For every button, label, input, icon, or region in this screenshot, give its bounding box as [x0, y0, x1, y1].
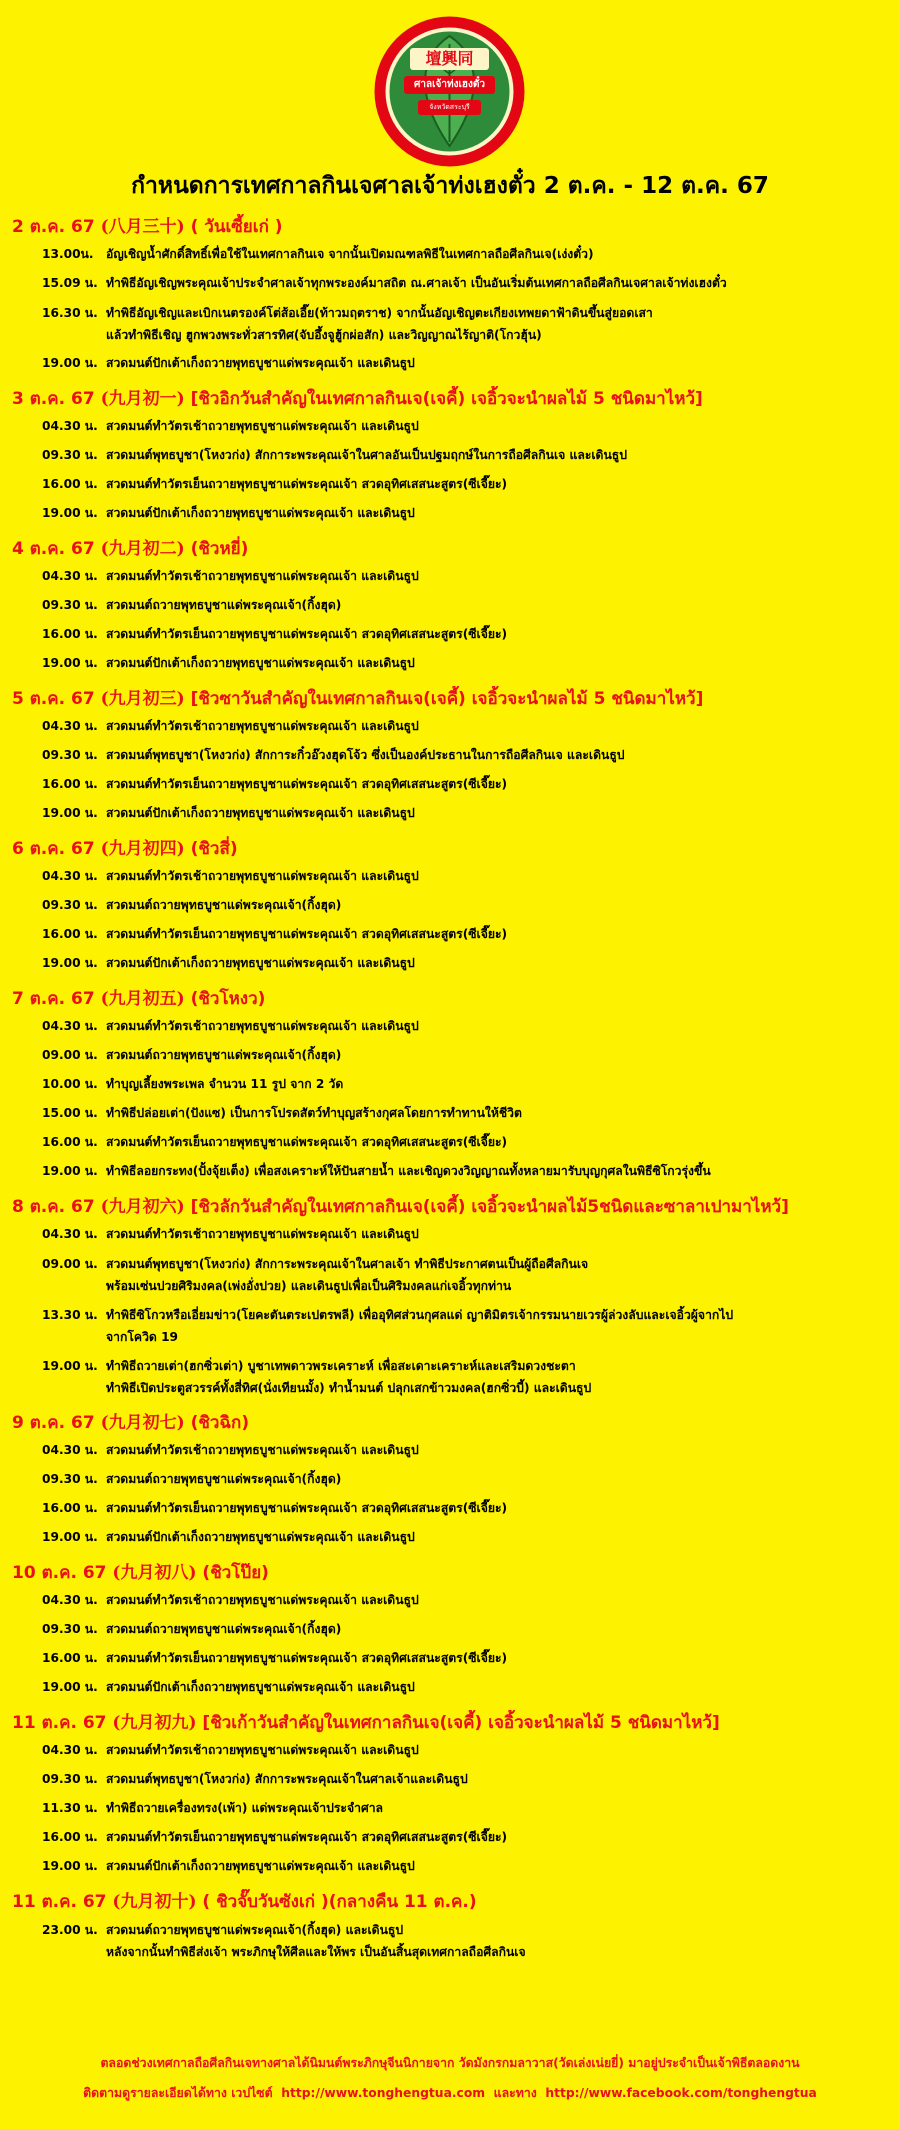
event-description: สวดมนต์ปักเต้าเก็งถวายพุทธบูชาแด่พระคุณเจ้า และเดินธูป	[106, 806, 415, 820]
event-time: 04.30 น.	[42, 1227, 98, 1241]
day-note: (ชิวหยี่)	[190, 539, 249, 559]
event-description: สวดมนต์ทำวัตรเช้าถวายพุทธบูชาแด่พระคุณเจ้า และเดินธูป	[106, 869, 419, 883]
schedule-event-row	[12, 770, 892, 799]
event-time: 16.00 น.	[42, 1651, 98, 1665]
event-description: สวดมนต์ทำวัตรเย็นถวายพุทธบูชาแด่พระคุณเจ้า สวดอุทิศเสสนะสูตร(ซีเจี๊ยะ)	[106, 627, 508, 641]
event-time: 04.30 น.	[42, 1443, 98, 1457]
event-description: สวดมนต์ทำวัตรเย็นถวายพุทธบูชาแด่พระคุณเจ้า สวดอุทิศเสสนะสูตร(ซีเจี๊ยะ)	[106, 1830, 508, 1844]
event-description: สวดมนต์ถวายพุทธบูชาแด่พระคุณเจ้า(กิ้งฮุด)	[106, 1472, 342, 1486]
event-description: สวดมนต์ทำวัตรเช้าถวายพุทธบูชาแด่พระคุณเจ้า และเดินธูป	[106, 719, 419, 733]
event-time: 16.00 น.	[42, 1135, 98, 1149]
day-header	[12, 386, 892, 412]
event-time: 19.00 น.	[42, 506, 98, 520]
event-description: สวดมนต์ทำวัตรเย็นถวายพุทธบูชาแด่พระคุณเจ้า สวดอุทิศเสสนะสูตร(ซีเจี๊ยะ)	[106, 1651, 508, 1665]
schedule-event-row	[12, 562, 892, 591]
event-description: สวดมนต์ทำวัตรเช้าถวายพุทธบูชาแด่พระคุณเจ้า และเดินธูป	[106, 1593, 419, 1607]
event-description: สวดมนต์ปักเต้าเก็งถวายพุทธบูชาแด่พระคุณเจ้า และเดินธูป	[106, 1680, 415, 1694]
page-title: กำหนดการเทศกาลกินเจศาลเจ้าท่งเฮงตั๋ว 2 ต.ค. - 12 ต.ค. 67	[131, 173, 769, 199]
event-time: 16.00 น.	[42, 627, 98, 641]
footer-follow-line	[0, 2078, 900, 2108]
event-description: สวดมนต์ถวายพุทธบูชาแด่พระคุณเจ้า(กิ้งฮุด)	[106, 1622, 342, 1636]
event-time: 19.00 น.	[42, 1164, 98, 1178]
schedule-event-row	[12, 1351, 892, 1402]
schedule-event-row	[12, 499, 892, 528]
event-time: 09.30 น.	[42, 1622, 98, 1636]
facebook-link[interactable]: http://www.facebook.com/tonghengtua	[545, 2086, 817, 2100]
schedule-event-row	[12, 741, 892, 770]
event-description: สวดมนต์ถวายพุทธบูชาแด่พระคุณเจ้า(กิ้งฮุด) และเดินธูป หลังจากนั้นทำพิธีส่งเจ้า พระภิกษุให้ศีลและให้พร เป็นอันสิ้นสุดเทศกาลถือศีลกินเจ	[106, 1923, 526, 1959]
event-description: สวดมนต์ปักเต้าเก็งถวายพุทธบูชาแด่พระคุณเจ้า และเดินธูป	[106, 506, 415, 520]
footer-monk-note: ตลอดช่วงเทศกาลถือศีลกินเจทางศาลได้นิมนต์พระภิกษุจีนนิกายจาก วัดมังกรกมลาวาส(วัดเล่งเน่ยยี่) มาอยู่ประจำเป็นเจ้าพิธีตลอดงาน	[100, 2056, 800, 2070]
event-description: สวดมนต์ถวายพุทธบูชาแด่พระคุณเจ้า(กิ้งฮุด)	[106, 598, 342, 612]
schedule-event-row	[12, 862, 892, 891]
logo-province: จังหวัดสระบุรี	[429, 103, 470, 111]
day-header	[12, 1194, 892, 1220]
schedule-event-row	[12, 1523, 892, 1552]
schedule-event-row	[12, 240, 892, 269]
day-header	[12, 1889, 892, 1915]
event-description: ทำพิธีลอยกระทง(ปั้งจุ้ยเต็ง) เพื่อสงเคราะห์ให้ปันสายน้ำ และเชิญดวงวิญญาณทั้งหลายมารับบุญกุศลในพิธีซิโกวรุ่งขึ้น	[106, 1164, 711, 1178]
day-header	[12, 214, 892, 240]
schedule-event-row	[12, 1220, 892, 1249]
footer-follow-label: ติดตามดูรายละเอียดได้ทาง เวปไซต์	[83, 2086, 273, 2100]
day-lunar-date: (九月初八)	[112, 1563, 197, 1583]
day-note: (ชิวสี่)	[190, 839, 238, 859]
logo-thai-name: ศาลเจ้าท่งเฮงตั๋ว	[414, 79, 485, 90]
event-time: 15.09 น.	[42, 276, 98, 290]
schedule-event-row	[12, 441, 892, 470]
event-time: 04.30 น.	[42, 1019, 98, 1033]
event-time: 09.30 น.	[42, 448, 98, 462]
footer	[0, 2048, 900, 2108]
day-note: [ชิวอิกวันสำคัญในเทศกาลกินเจ(เจคี้) เจอิ้วจะนำผลไม้ 5 ชนิดมาไหว้]	[190, 389, 703, 409]
schedule-event-row	[12, 920, 892, 949]
day-date: 10 ต.ค. 67	[12, 1563, 107, 1583]
day-note: [ชิวซาวันสำคัญในเทศกาลกินเจ(เจคี้) เจอิ้วจะนำผลไม้ 5 ชนิดมาไหว้]	[190, 689, 704, 709]
event-time: 13.30 น.	[42, 1308, 98, 1322]
footer-and-label: และทาง	[493, 2086, 537, 2100]
schedule-event-row	[12, 620, 892, 649]
day-note: (ชิวโป๊ย)	[202, 1563, 269, 1583]
day-lunar-date: (九月初七)	[100, 1413, 185, 1433]
schedule-event-row	[12, 1765, 892, 1794]
day-lunar-date: (九月初三)	[100, 689, 185, 709]
day-note: [ชิวลักวันสำคัญในเทศกาลกินเจ(เจคี้) เจอิ้วจะนำผลไม้5ชนิดและซาลาเปามาไหว้]	[190, 1197, 789, 1217]
event-description: สวดมนต์ปักเต้าเก็งถวายพุทธบูชาแด่พระคุณเจ้า และเดินธูป	[106, 956, 415, 970]
event-time: 09.30 น.	[42, 1772, 98, 1786]
event-time: 16.30 น.	[42, 306, 98, 320]
event-description: ทำพิธีปล่อยเต่า(ปังแซ) เป็นการโปรดสัตว์ทำบุญสร้างกุศลโดยการทำทานให้ชีวิต	[106, 1106, 522, 1120]
event-description: สวดมนต์ถวายพุทธบูชาแด่พระคุณเจ้า(กิ้งฮุด)	[106, 898, 342, 912]
event-description: สวดมนต์พุทธบูชา(โหงวก่ง) สักการะพระคุณเจ้าในศาลเจ้าและเดินธูป	[106, 1772, 468, 1786]
logo-chinese-text: 壇興同	[425, 49, 474, 68]
day-date: 9 ต.ค. 67	[12, 1413, 95, 1433]
day-date: 2 ต.ค. 67	[12, 217, 95, 237]
day-date: 11 ต.ค. 67	[12, 1713, 107, 1733]
event-time: 09.30 น.	[42, 1472, 98, 1486]
event-description: ทำพิธีอัญเชิญและเบิกเนตรองค์โต่ส้อเอี๊ย(ท้าวมฤตราช) จากนั้นอัญเชิญตะเกียงเทพยดาฟ้าดินขึ้นสู่ยอดเสา แล้วทำพิธีเชิญ ฮูกพวงพระทั่วสารทิศ(จับอึ้งจูฮู้กผ่อสัก) และวิญญาณไร้ญาติ(โกวฮุ้น)	[106, 306, 653, 342]
event-description: ทำพิธีถวายเต่า(ฮกซิ่วเต่า) บูชาเทพดาวพระเคราะห์ เพื่อสะเดาะเคราะห์และเสริมดวงชะตา ทำพิธีเปิดประตูสวรรค์ทั้งสี่ทิศ(นั่งเทียนมั้ง) ทำน้ำมนต์ ปลุกเสกข้าวมงคล(ฮกซิ่วบี้) และเดินธูป	[106, 1359, 592, 1395]
day-lunar-date: (九月初五)	[100, 989, 185, 1009]
schedule-event-row	[12, 1644, 892, 1673]
day-header	[12, 986, 892, 1012]
schedule-event-row	[12, 1249, 892, 1300]
event-description: สวดมนต์ทำวัตรเช้าถวายพุทธบูชาแด่พระคุณเจ้า และเดินธูป	[106, 569, 419, 583]
event-time: 11.30 น.	[42, 1801, 98, 1815]
event-time: 16.00 น.	[42, 1501, 98, 1515]
schedule-event-row	[12, 1128, 892, 1157]
event-time: 04.30 น.	[42, 1743, 98, 1757]
day-lunar-date: (九月初二)	[100, 539, 185, 559]
day-lunar-date: (八月三十)	[100, 217, 185, 237]
event-description: สวดมนต์ทำวัตรเย็นถวายพุทธบูชาแด่พระคุณเจ้า สวดอุทิศเสสนะสูตร(ซีเจี๊ยะ)	[106, 1501, 508, 1515]
day-date: 6 ต.ค. 67	[12, 839, 95, 859]
event-description: สวดมนต์ปักเต้าเก็งถวายพุทธบูชาแด่พระคุณเจ้า และเดินธูป	[106, 1859, 415, 1873]
schedule-event-row	[12, 1673, 892, 1702]
day-note: ( วันเซี้ยเก่ )	[190, 217, 283, 237]
day-note: (ชิวฉิก)	[190, 1413, 250, 1433]
schedule-event-row	[12, 1465, 892, 1494]
day-header	[12, 536, 892, 562]
event-time: 19.00 น.	[42, 956, 98, 970]
day-note: [ชิวเก้าวันสำคัญในเทศกาลกินเจ(เจคี้) เจอิ้วจะนำผลไม้ 5 ชนิดมาไหว้]	[202, 1713, 720, 1733]
event-description: ทำบุญเลี้ยงพระเพล จำนวน 11 รูป จาก 2 วัด	[106, 1077, 344, 1091]
event-time: 13.00น.	[42, 247, 94, 261]
event-time: 04.30 น.	[42, 869, 98, 883]
day-header	[12, 836, 892, 862]
schedule-event-row	[12, 470, 892, 499]
schedule-event-row	[12, 412, 892, 441]
schedule-event-row	[12, 1586, 892, 1615]
event-time: 19.00 น.	[42, 1359, 98, 1373]
event-time: 16.00 น.	[42, 1830, 98, 1844]
event-description: สวดมนต์พุทธบูชา(โหงวก่ง) สักการะกิ๋วอ๊วงฮุดโจ้ว ซึ่งเป็นองค์ประธานในการถือศีลกินเจ และเดินธูป	[106, 748, 625, 762]
event-description: สวดมนต์ทำวัตรเช้าถวายพุทธบูชาแด่พระคุณเจ้า และเดินธูป	[106, 1019, 419, 1033]
event-time: 19.00 น.	[42, 806, 98, 820]
schedule-event-row	[12, 269, 892, 298]
event-time: 16.00 น.	[42, 777, 98, 791]
event-time: 10.00 น.	[42, 1077, 98, 1091]
schedule-event-row	[12, 799, 892, 828]
event-description: ทำพิธีอัญเชิญพระคุณเจ้าประจำศาลเจ้าทุกพระองค์มาสถิต ณ.ศาลเจ้า เป็นอันเริ่มต้นเทศกาลถือศีลกินเจศาลเจ้าท่งเฮงตั๋ว	[106, 276, 727, 290]
festival-schedule	[12, 206, 892, 1966]
event-time: 19.00 น.	[42, 1530, 98, 1544]
event-description: สวดมนต์ทำวัตรเย็นถวายพุทธบูชาแด่พระคุณเจ้า สวดอุทิศเสสนะสูตร(ซีเจี๊ยะ)	[106, 477, 508, 491]
event-description: สวดมนต์ปักเต้าเก็งถวายพุทธบูชาแด่พระคุณเจ้า และเดินธูป	[106, 1530, 415, 1544]
event-description: อัญเชิญน้ำศักดิ์สิทธิ์เพื่อใช้ในเทศกาลกินเจ จากนั้นเปิดมณฑลพิธีในเทศกาลถือศีลกินเจ(เง่งตั๋ว)	[106, 247, 594, 261]
day-lunar-date: (九月初九)	[112, 1713, 197, 1733]
event-time: 23.00 น.	[42, 1923, 98, 1937]
event-time: 09.00 น.	[42, 1048, 98, 1062]
day-date: 5 ต.ค. 67	[12, 689, 95, 709]
schedule-event-row	[12, 1823, 892, 1852]
event-time: 04.30 น.	[42, 419, 98, 433]
day-date: 8 ต.ค. 67	[12, 1197, 95, 1217]
day-note: ( ชิวจั๊บวันซังเก่ )(กลางคืน 11 ต.ค.)	[202, 1892, 477, 1912]
schedule-event-row	[12, 891, 892, 920]
schedule-event-row	[12, 1915, 892, 1966]
schedule-event-row	[12, 1300, 892, 1351]
event-time: 19.00 น.	[42, 1859, 98, 1873]
day-header	[12, 686, 892, 712]
event-description: สวดมนต์ปักเต้าเก็งถวายพุทธบูชาแด่พระคุณเจ้า และเดินธูป	[106, 356, 415, 370]
event-description: สวดมนต์ทำวัตรเย็นถวายพุทธบูชาแด่พระคุณเจ้า สวดอุทิศเสสนะสูตร(ซีเจี๊ยะ)	[106, 1135, 508, 1149]
schedule-event-row	[12, 1615, 892, 1644]
schedule-event-row	[12, 649, 892, 678]
day-date: 3 ต.ค. 67	[12, 389, 95, 409]
schedule-event-row	[12, 298, 892, 349]
schedule-event-row	[12, 1157, 892, 1186]
schedule-event-row	[12, 712, 892, 741]
schedule-event-row	[12, 1736, 892, 1765]
event-time: 16.00 น.	[42, 927, 98, 941]
event-description: สวดมนต์ถวายพุทธบูชาแด่พระคุณเจ้า(กิ้งฮุด)	[106, 1048, 342, 1062]
day-lunar-date: (九月初六)	[100, 1197, 185, 1217]
event-time: 09.30 น.	[42, 898, 98, 912]
schedule-event-row	[12, 591, 892, 620]
event-time: 19.00 น.	[42, 1680, 98, 1694]
day-header	[12, 1710, 892, 1736]
day-note: (ชิวโหงว)	[190, 989, 266, 1009]
event-time: 19.00 น.	[42, 356, 98, 370]
event-description: สวดมนต์ทำวัตรเช้าถวายพุทธบูชาแด่พระคุณเจ้า และเดินธูป	[106, 1443, 419, 1457]
event-time: 04.30 น.	[42, 1593, 98, 1607]
schedule-event-row	[12, 1041, 892, 1070]
schedule-event-row	[12, 949, 892, 978]
event-time: 09.00 น.	[42, 1257, 98, 1271]
event-description: สวดมนต์ปักเต้าเก็งถวายพุทธบูชาแด่พระคุณเจ้า และเดินธูป	[106, 656, 415, 670]
day-header	[12, 1410, 892, 1436]
event-description: สวดมนต์ทำวัตรเช้าถวายพุทธบูชาแด่พระคุณเจ้า และเดินธูป	[106, 1743, 419, 1757]
event-description: สวดมนต์ทำวัตรเช้าถวายพุทธบูชาแด่พระคุณเจ้า และเดินธูป	[106, 1227, 419, 1241]
event-time: 19.00 น.	[42, 656, 98, 670]
event-time: 04.30 น.	[42, 569, 98, 583]
event-time: 09.30 น.	[42, 598, 98, 612]
day-header	[12, 1560, 892, 1586]
event-time: 16.00 น.	[42, 477, 98, 491]
event-time: 15.00 น.	[42, 1106, 98, 1120]
website-link[interactable]: http://www.tonghengtua.com	[281, 2086, 486, 2100]
schedule-event-row	[12, 1070, 892, 1099]
day-lunar-date: (九月初一)	[100, 389, 185, 409]
schedule-event-row	[12, 1099, 892, 1128]
day-date: 11 ต.ค. 67	[12, 1892, 107, 1912]
schedule-event-row	[12, 1494, 892, 1523]
event-description: ทำพิธีซิโกวหรือเอี่ยมข่าว(โยคะตันตระเปตรพลี) เพื่ออุทิศส่วนกุศลแด่ ญาติมิตรเจ้ากรรมนายเวรผู้ล่วงลับและเจอิ้วผู้จากไป จากโควิด 19	[106, 1308, 734, 1344]
event-time: 09.30 น.	[42, 748, 98, 762]
schedule-event-row	[12, 1794, 892, 1823]
shrine-logo	[372, 14, 527, 169]
event-description: สวดมนต์ทำวัตรเช้าถวายพุทธบูชาแด่พระคุณเจ้า และเดินธูป	[106, 419, 419, 433]
day-date: 7 ต.ค. 67	[12, 989, 95, 1009]
day-lunar-date: (九月初四)	[100, 839, 185, 859]
schedule-event-row	[12, 1012, 892, 1041]
schedule-event-row	[12, 1436, 892, 1465]
schedule-event-row	[12, 1852, 892, 1881]
event-description: สวดมนต์ทำวัตรเย็นถวายพุทธบูชาแด่พระคุณเจ้า สวดอุทิศเสสนะสูตร(ซีเจี๊ยะ)	[106, 777, 508, 791]
schedule-event-row	[12, 349, 892, 378]
event-description: สวดมนต์พุทธบูชา(โหงวก่ง) สักการะพระคุณเจ้าในศาลอันเป็นปฐมฤกษ์ในการถือศีลกินเจ และเดินธูป	[106, 448, 627, 462]
event-time: 04.30 น.	[42, 719, 98, 733]
day-date: 4 ต.ค. 67	[12, 539, 95, 559]
event-description: สวดมนต์พุทธบูชา(โหงวก่ง) สักการะพระคุณเจ้าในศาลเจ้า ทำพิธีประกาศตนเป็นผู้ถือศีลกินเจ พร้อมเซ่นปวยศิริมงคล(เพ่งอั่งปวย) และเดินธูปเพื่อเป็นศิริมงคลแก่เจอิ้วทุกท่าน	[106, 1257, 589, 1293]
day-lunar-date: (九月初十)	[112, 1892, 197, 1912]
event-description: ทำพิธีถวายเครื่องทรง(เพ้า) แด่พระคุณเจ้าประจำศาล	[106, 1801, 384, 1815]
event-description: สวดมนต์ทำวัตรเย็นถวายพุทธบูชาแด่พระคุณเจ้า สวดอุทิศเสสนะสูตร(ซีเจี๊ยะ)	[106, 927, 508, 941]
